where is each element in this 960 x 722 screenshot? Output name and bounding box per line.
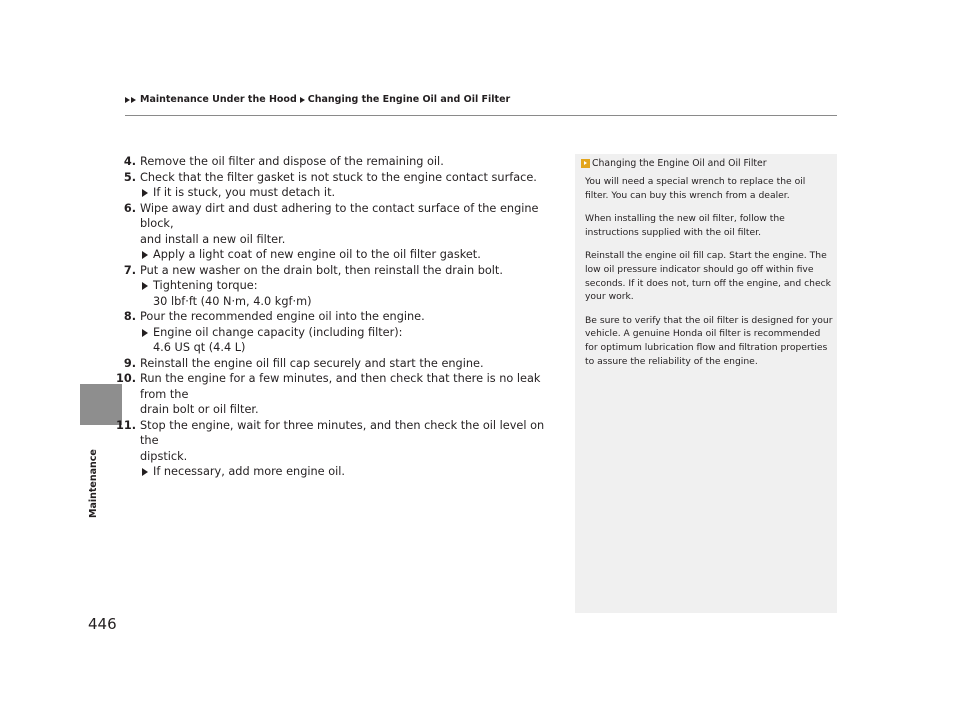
arrow-icon [140,185,153,201]
step-number: 6. [123,201,136,215]
double-arrow-icon [125,97,137,103]
header-divider [125,115,837,116]
step-text: Stop the engine, wait for three minutes, and then check the oil level on the [140,418,545,447]
note-title-text: Changing the Engine Oil and Oil Filter [592,158,767,169]
procedure-steps [104,154,566,480]
step-number: 8. [123,310,136,323]
step-item [104,201,566,263]
subnote-text: If it is stuck, you must detach it. [153,186,336,199]
breadcrumb-topic[interactable]: Changing the Engine Oil and Oil Filter [307,94,511,105]
note-paragraph [585,314,835,368]
arrow-icon [140,247,153,263]
note-line: for optimum lubrication flow and filtration properties [585,341,828,353]
step-item [104,356,566,372]
note-line: When installing the new oil filter, follow the [585,213,785,225]
step-number: 7. [123,263,136,277]
step-text: Run the engine for a few minutes, and then check that there is no leak from the [140,372,541,401]
note-line: Be sure to verify that the oil filter is designed for your [585,314,833,326]
subnote-text: Engine oil change capacity (including filter): [153,325,403,339]
arrow-icon [140,278,153,309]
step-subnote [140,247,566,263]
step-number: 10. [115,372,136,385]
note-line: vehicle. A genuine Honda oil filter is recommended [585,328,821,340]
subnote-text: Tightening torque: [153,279,258,292]
note-title [581,158,767,169]
note-line: instructions supplied with the oil filter. [585,226,762,238]
subnote-text: Apply a light coat of new engine oil to the oil filter gasket. [153,248,481,261]
arrow-icon [300,97,306,103]
step-item [104,170,566,201]
subnote-text: If necessary, add more engine oil. [153,465,345,478]
step-item [104,371,566,418]
subnote-text: 4.6 US qt (4.4 L) [153,341,246,354]
note-line: Reinstall the engine oil fill cap. Start the engine. The [585,250,827,262]
step-number: 4. [123,155,136,168]
note-line: your work. [585,291,634,303]
step-text: dipstick. [140,449,188,463]
step-text: Put a new washer on the drain bolt, then reinstall the drain bolt. [140,263,503,277]
step-subnote [140,464,566,480]
section-tab-label: Maintenance [88,449,99,518]
step-text: drain bolt or oil filter. [140,403,259,416]
step-number: 9. [123,356,136,370]
step-subnote [140,185,566,201]
note-paragraph [585,249,835,303]
step-text: and install a new oil filter. [140,232,286,246]
step-subnote [140,278,566,309]
step-subnote [140,325,566,356]
note-line: to assure the reliability of the engine. [585,355,758,367]
step-text: Wipe away dirt and dust adhering to the contact surface of the engine block, [140,201,539,230]
note-marker-icon [581,159,590,168]
arrow-icon [140,464,153,480]
step-item [104,154,566,170]
step-item [104,263,566,310]
page-number: 446 [88,615,117,633]
note-paragraph [585,212,835,239]
subnote-text: 30 lbf·ft (40 N·m, 4.0 kgf·m) [153,294,312,308]
note-line: You will need a special wrench to replace the oil [585,176,806,187]
side-note [575,154,837,613]
step-item [104,418,566,480]
note-paragraph [585,175,835,202]
step-item [104,309,566,356]
step-number: 5. [123,170,136,184]
step-text: Pour the recommended engine oil into the engine. [140,310,425,323]
step-text: Reinstall the engine oil fill cap securely and start the engine. [140,356,484,370]
step-number: 11. [115,418,136,432]
step-text: Check that the filter gasket is not stuck to the engine contact surface. [140,170,537,184]
breadcrumb-section[interactable]: Maintenance Under the Hood [140,94,297,105]
note-line: filter. You can buy this wrench from a dealer. [585,189,790,201]
note-line: seconds. If it does not, turn off the engine, and check [585,277,831,289]
note-line: low oil pressure indicator should go off within five [585,263,814,275]
note-body [585,175,835,378]
step-text: Remove the oil filter and dispose of the remaining oil. [140,155,444,168]
arrow-icon [140,325,153,356]
breadcrumb [125,94,510,105]
